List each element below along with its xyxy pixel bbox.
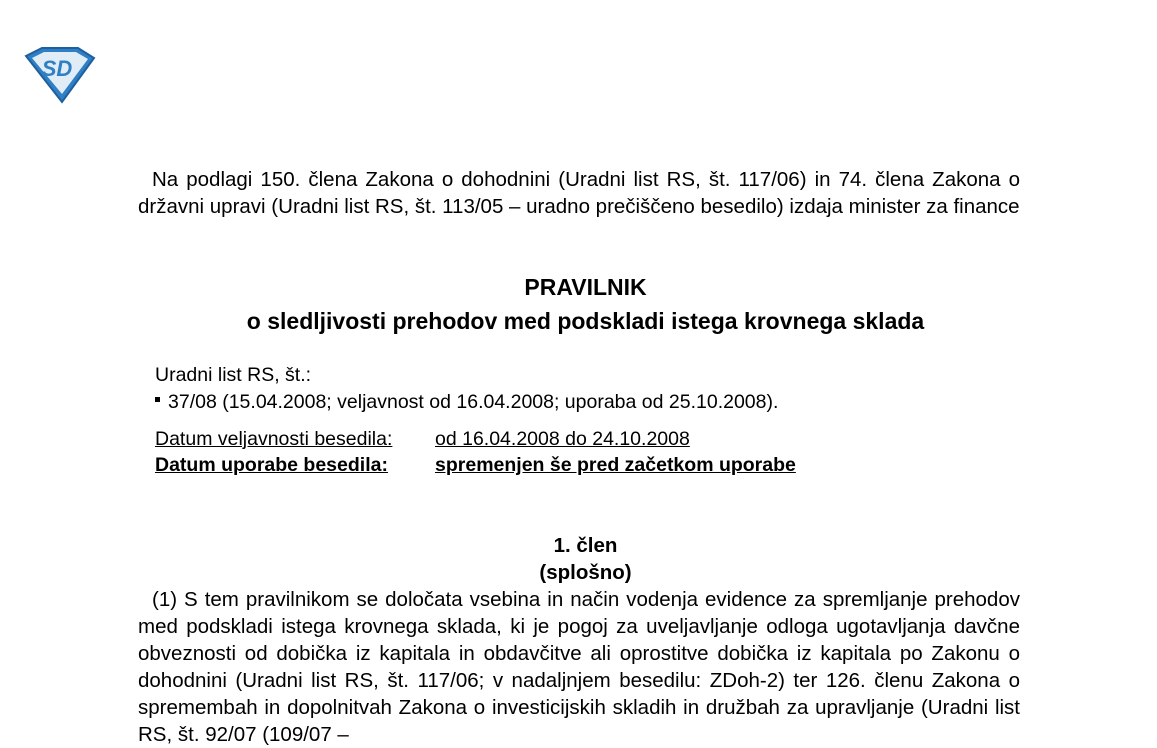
sd-logo-icon <box>22 46 96 104</box>
gazette-item-text: 37/08 (15.04.2008; veljavnost od 16.04.2008; uporaba od 25.10.2008). <box>168 391 779 413</box>
title-line-2: o sledljivosti prehodov med podskladi istega krovnega sklada <box>246 308 925 334</box>
validity-row <box>155 426 796 452</box>
article-number: 1. člen <box>553 534 618 557</box>
gazette-item <box>155 389 778 416</box>
title-line-1: PRAVILNIK <box>524 274 647 300</box>
article-paragraph: (1) S tem pravilnikom se določata vsebina in način vodenja evidence za spremljanje prehodov med podskladi istega krovnega sklada, ki je pogoj za uveljavljanje odloga ugotavljanja davčne obveznosti od dobička iz kapitala in obdavčitve ali oprostitve dobička iz kapitala po Zakonu o dohodnini (Uradni list RS, št. 117/06; v nadaljnjem besedilu: ZDoh-2) ter 126. členu Zakona o spremembah in dopolnitvah Zakona o investicijskih skladih in družbah za upravljanje (Uradni list RS, št. 92/07 (109/07 – <box>138 588 1020 746</box>
gazette-info <box>155 362 778 416</box>
validity-label: Datum veljavnosti besedila: <box>155 428 393 450</box>
use-row <box>155 452 796 478</box>
gazette-label: Uradni list RS, št.: <box>155 364 312 386</box>
preamble-paragraph: Na podlagi 150. člena Zakona o dohodnini (Uradni list RS, št. 117/06) in 74. člena Zakona o državni upravi (Uradni list RS, št. 113/05 – uradno prečiščeno besedilo) izdaja minister za finance <box>138 168 1020 218</box>
use-label: Datum uporabe besedila: <box>155 454 388 476</box>
validity-link[interactable]: od 16.04.2008 do 24.10.2008 <box>435 428 690 450</box>
document-title <box>0 270 1157 338</box>
article-heading <box>0 532 1157 586</box>
article-subheading: (splošno) <box>539 561 632 584</box>
logo-text: SD <box>41 56 73 81</box>
logo <box>22 46 96 104</box>
dates-block <box>155 426 796 478</box>
bullet-icon <box>155 397 160 402</box>
use-link[interactable]: spremenjen še pred začetkom uporabe <box>435 454 796 476</box>
